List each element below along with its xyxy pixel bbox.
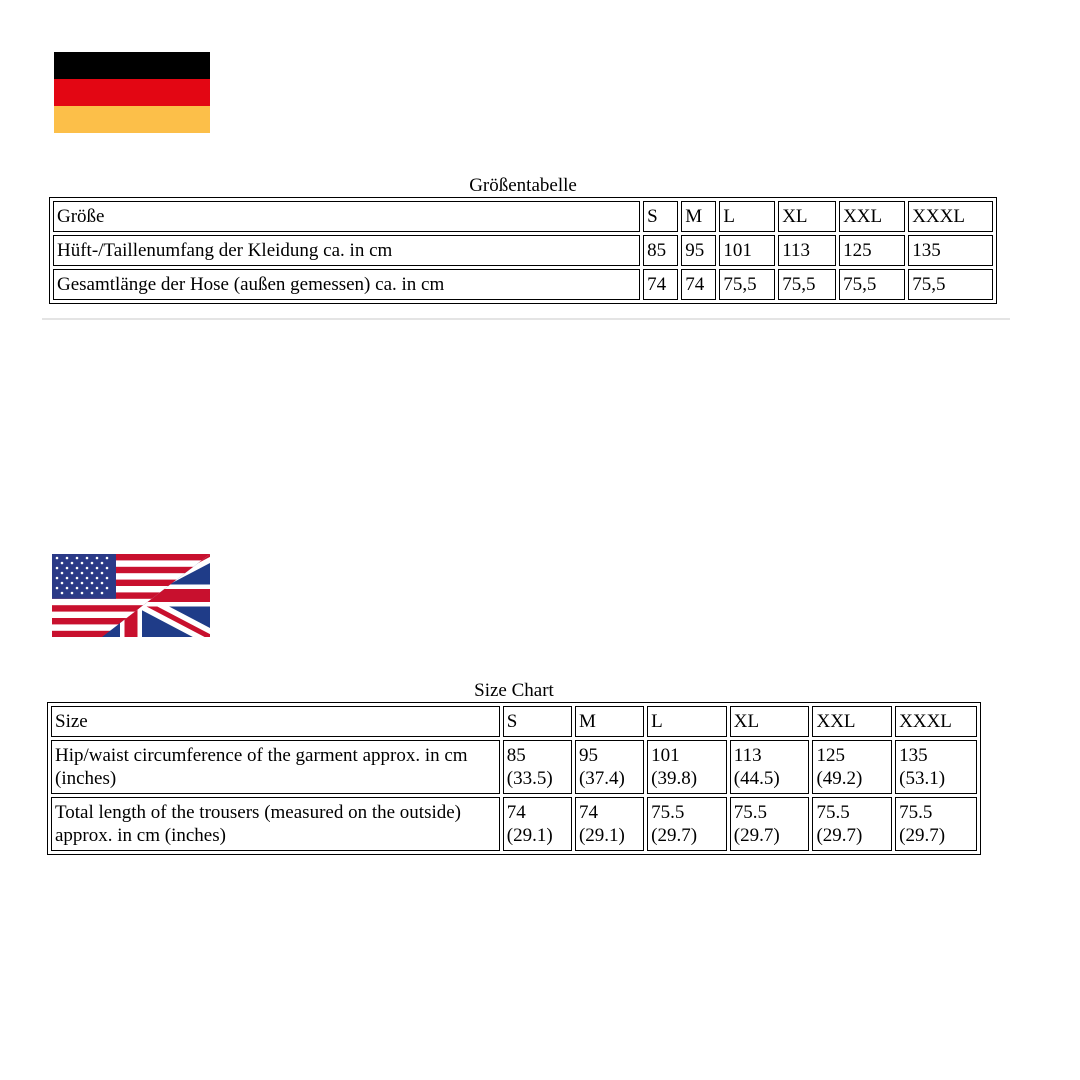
row-label: Gesamtlänge der Hose (außen gemessen) ca. in cm (53, 269, 640, 300)
table-row (53, 235, 993, 266)
value-cell: 75,5 (778, 269, 836, 300)
size-table-en (47, 702, 981, 855)
size-cell: M (575, 706, 644, 737)
size-cell: XL (778, 201, 836, 232)
size-cell: XXXL (895, 706, 977, 737)
value-cell: 75,5 (719, 269, 775, 300)
table-row (51, 706, 977, 737)
value-cell: 75.5 (29.7) (647, 797, 727, 851)
value-cell: 113 (44.5) (730, 740, 810, 794)
row-label: Hip/waist circumference of the garment approx. in cm (inches) (51, 740, 500, 794)
value-cell: 75.5 (29.7) (812, 797, 892, 851)
table-row (51, 797, 977, 851)
value-cell: 74 (681, 269, 716, 300)
value-cell: 74 (29.1) (575, 797, 644, 851)
size-cell: L (647, 706, 727, 737)
size-cell: XXXL (908, 201, 993, 232)
germany-flag-icon (54, 52, 210, 133)
us-uk-flag-icon (52, 554, 210, 637)
size-cell: XXL (839, 201, 905, 232)
value-cell: 75.5 (29.7) (895, 797, 977, 851)
value-cell: 125 (49.2) (812, 740, 892, 794)
value-cell: 101 (39.8) (647, 740, 727, 794)
value-cell: 74 (643, 269, 678, 300)
value-cell: 75,5 (908, 269, 993, 300)
value-cell: 74 (29.1) (503, 797, 572, 851)
value-cell: 75.5 (29.7) (730, 797, 810, 851)
table-row (53, 269, 993, 300)
value-cell: 85 (33.5) (503, 740, 572, 794)
row-label: Total length of the trousers (measured on the outside) approx. in cm (inches) (51, 797, 500, 851)
row-label: Hüft-/Taillenumfang der Kleidung ca. in cm (53, 235, 640, 266)
value-cell: 125 (839, 235, 905, 266)
size-cell: XL (730, 706, 810, 737)
value-cell: 85 (643, 235, 678, 266)
size-cell: S (503, 706, 572, 737)
table-row (51, 740, 977, 794)
size-chart-caption-en: Size Chart (474, 680, 554, 701)
value-cell: 101 (719, 235, 775, 266)
table-row (53, 201, 993, 232)
size-cell: XXL (812, 706, 892, 737)
divider (42, 318, 1010, 320)
row-label: Size (51, 706, 500, 737)
row-label: Größe (53, 201, 640, 232)
value-cell: 135 (53.1) (895, 740, 977, 794)
size-cell: M (681, 201, 716, 232)
value-cell: 75,5 (839, 269, 905, 300)
value-cell: 95 (37.4) (575, 740, 644, 794)
value-cell: 135 (908, 235, 993, 266)
flag-band-gold (54, 106, 210, 133)
value-cell: 113 (778, 235, 836, 266)
value-cell: 95 (681, 235, 716, 266)
size-table-de (49, 197, 997, 304)
size-chart-caption-de: Größentabelle (469, 175, 577, 196)
size-cell: L (719, 201, 775, 232)
flag-band-black (54, 52, 210, 79)
size-cell: S (643, 201, 678, 232)
flag-band-red (54, 79, 210, 106)
